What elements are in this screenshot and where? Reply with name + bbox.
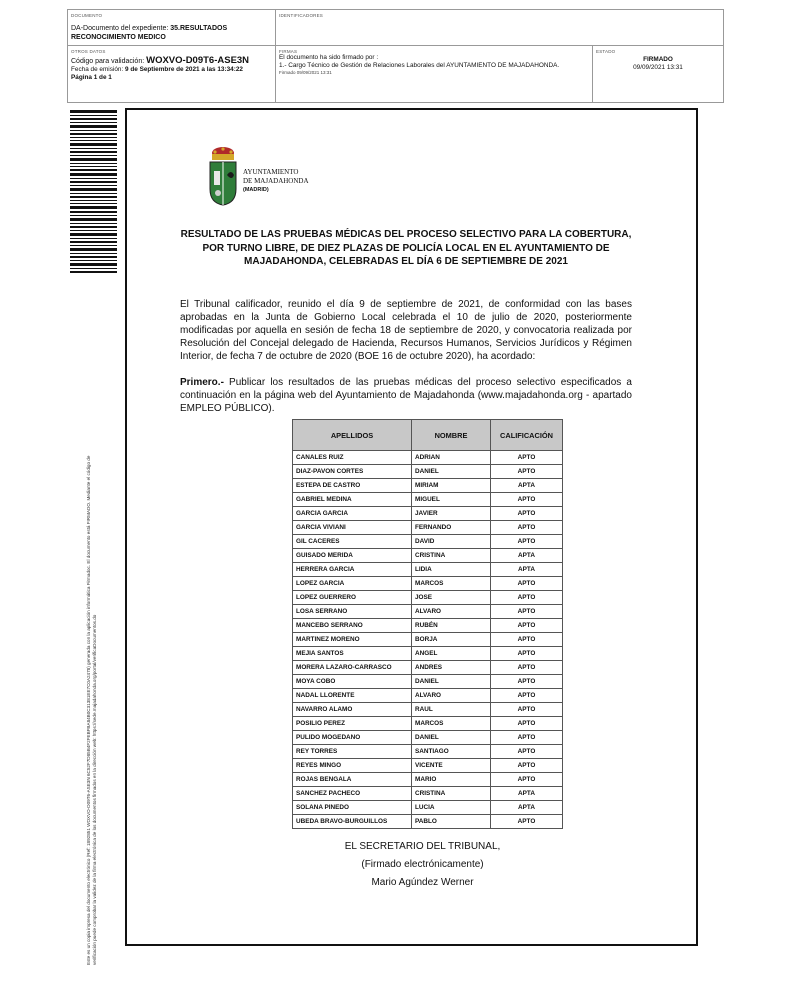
- cell-apellidos: SANCHEZ PACHECO: [293, 787, 412, 801]
- table-row: [293, 605, 563, 619]
- cell-calificacion: APTO: [491, 451, 563, 465]
- cell-nombre: JAVIER: [412, 507, 491, 521]
- cell-calificacion: APTO: [491, 591, 563, 605]
- table-row: [293, 591, 563, 605]
- cell-calificacion: APTO: [491, 759, 563, 773]
- identificadores-cell: [276, 10, 723, 46]
- cell-calificacion: APTO: [491, 507, 563, 521]
- cell-nombre: PABLO: [412, 815, 491, 829]
- emission-date: Fecha de emisión: 9 de Septiembre de 2021 a las 13:34:22: [71, 66, 243, 73]
- cell-calificacion: APTA: [491, 549, 563, 563]
- table-row: [293, 703, 563, 717]
- cell-calificacion: APTO: [491, 675, 563, 689]
- cell-nombre: JOSE: [412, 591, 491, 605]
- cell-nombre: RUBÉN: [412, 619, 491, 633]
- table-row: [293, 647, 563, 661]
- cell-apellidos: MANCEBO SERRANO: [293, 619, 412, 633]
- table-row: [293, 535, 563, 549]
- table-row: [293, 577, 563, 591]
- cell-apellidos: NAVARRO ALAMO: [293, 703, 412, 717]
- cell-nombre: FERNANDO: [412, 521, 491, 535]
- cell-apellidos: UBEDA BRAVO-BURGUILLOS: [293, 815, 412, 829]
- table-row: [293, 507, 563, 521]
- signature-title: EL SECRETARIO DEL TRIBUNAL,: [344, 841, 501, 852]
- cell-apellidos: PULIDO MOGEDANO: [293, 731, 412, 745]
- cell-calificacion: APTO: [491, 465, 563, 479]
- cell-apellidos: GUISADO MERIDA: [293, 549, 412, 563]
- cell-nombre: BORJA: [412, 633, 491, 647]
- cell-nombre: DAVID: [412, 535, 491, 549]
- table-row: [293, 815, 563, 829]
- cell-apellidos: NADAL LLORENTE: [293, 689, 412, 703]
- document-header: [67, 9, 724, 103]
- table-row: [293, 745, 563, 759]
- table-row: [293, 563, 563, 577]
- estado-caption: ESTADO: [596, 49, 616, 54]
- cell-nombre: ANDRES: [412, 661, 491, 675]
- cell-calificacion: APTO: [491, 493, 563, 507]
- signature-status: (Firmado electrónicamente): [361, 859, 484, 870]
- cell-nombre: MARCOS: [412, 717, 491, 731]
- cell-calificacion: APTA: [491, 801, 563, 815]
- cell-apellidos: POSILIO PEREZ: [293, 717, 412, 731]
- coat-of-arms-icon: [205, 145, 241, 207]
- table-header-row: [293, 420, 563, 451]
- barcode: [70, 110, 117, 275]
- intro-paragraph: El Tribunal calificador, reunido el día 9 de septiembre de 2021, de conformidad con las bases aprobadas en la Junta de Gobierno Local celebrada el 10 de julio de 2020, posteriormente modificadas por aquella en sesión de fecha 18 de septiembre de 2020, y convocatoria realizada por Resolución del Concejal delegado de Hacienda, Recursos Humanos, Servicios Jurídicos y Régimen Interior, de fecha 7 de octubre de 2020 (BOE 16 de octubre 2020), ha acordado:: [180, 299, 632, 362]
- table-row: [293, 801, 563, 815]
- firmas-line1: El documento ha sido firmado por :: [279, 54, 379, 61]
- primero-paragraph: Primero.- Publicar los resultados de las pruebas médicas del proceso selectivo especificados a continuación en la página web del Ayuntamiento de Majadahonda (www.majadahonda.org - apartado EMPLEO PÚBLICO).: [180, 377, 632, 414]
- header-apellidos: APELLIDOS: [293, 420, 412, 451]
- cell-calificacion: APTO: [491, 535, 563, 549]
- cell-calificacion: APTO: [491, 661, 563, 675]
- cell-apellidos: SOLANA PINEDO: [293, 801, 412, 815]
- cell-calificacion: APTO: [491, 815, 563, 829]
- cell-apellidos: REYES MINGO: [293, 759, 412, 773]
- cell-nombre: VICENTE: [412, 759, 491, 773]
- cell-apellidos: ESTEPA DE CASTRO: [293, 479, 412, 493]
- cell-nombre: MARCOS: [412, 577, 491, 591]
- cell-apellidos: LOPEZ GARCIA: [293, 577, 412, 591]
- cell-nombre: DANIEL: [412, 731, 491, 745]
- header-calificacion: CALIFICACIÓN: [491, 420, 563, 451]
- table-row: [293, 479, 563, 493]
- cell-calificacion: APTO: [491, 521, 563, 535]
- cell-nombre: LIDIA: [412, 563, 491, 577]
- estado-date: 09/09/2021 13:31: [633, 64, 683, 71]
- documento-description: DA-Documento del expediente: 35.RESULTADOS RECONOCIMIENTO MEDICO: [71, 25, 228, 41]
- cell-nombre: ADRIAN: [412, 451, 491, 465]
- results-table: [292, 419, 563, 829]
- cell-nombre: DANIEL: [412, 465, 491, 479]
- cell-nombre: ANGEL: [412, 647, 491, 661]
- cell-calificacion: APTO: [491, 633, 563, 647]
- table-row: [293, 773, 563, 787]
- cell-nombre: ALVARO: [412, 605, 491, 619]
- cell-nombre: MARIO: [412, 773, 491, 787]
- table-row: [293, 619, 563, 633]
- cell-calificacion: APTA: [491, 787, 563, 801]
- cell-nombre: DANIEL: [412, 675, 491, 689]
- cell-calificacion: APTO: [491, 619, 563, 633]
- page-number: Página 1 de 1: [71, 74, 112, 81]
- cell-calificacion: APTO: [491, 647, 563, 661]
- estado-cell: [593, 46, 723, 102]
- cell-nombre: ALVARO: [412, 689, 491, 703]
- cell-apellidos: REY TORRES: [293, 745, 412, 759]
- firmas-caption: FIRMAS: [279, 49, 298, 54]
- table-row: [293, 661, 563, 675]
- table-row: [293, 465, 563, 479]
- cell-apellidos: MARTINEZ MORENO: [293, 633, 412, 647]
- signature-name: Mario Agúndez Werner: [371, 877, 474, 888]
- table-row: [293, 633, 563, 647]
- cell-apellidos: DIAZ-PAVON CORTES: [293, 465, 412, 479]
- cell-calificacion: APTO: [491, 703, 563, 717]
- firmas-line3: Firmado 09/09/2021 13:31: [279, 70, 332, 75]
- table-row: [293, 787, 563, 801]
- table-row: [293, 521, 563, 535]
- cell-apellidos: MEJIA SANTOS: [293, 647, 412, 661]
- header-nombre: NOMBRE: [412, 420, 491, 451]
- cell-nombre: RAUL: [412, 703, 491, 717]
- cell-nombre: CRISTINA: [412, 787, 491, 801]
- cell-apellidos: CANALES RUIZ: [293, 451, 412, 465]
- table-row: [293, 717, 563, 731]
- logo-text: AYUNTAMIENTO DE MAJADAHONDA (MADRID): [243, 168, 309, 193]
- cell-calificacion: APTO: [491, 689, 563, 703]
- estado-value: FIRMADO: [643, 56, 673, 63]
- cell-calificacion: APTO: [491, 717, 563, 731]
- cell-apellidos: HERRERA GARCIA: [293, 563, 412, 577]
- cell-apellidos: GIL CACERES: [293, 535, 412, 549]
- cell-calificacion: APTO: [491, 731, 563, 745]
- identificadores-caption: IDENTIFICADORES: [279, 13, 324, 18]
- cell-calificacion: APTA: [491, 479, 563, 493]
- table-row: [293, 451, 563, 465]
- cell-nombre: MIGUEL: [412, 493, 491, 507]
- cell-apellidos: LOSA SERRANO: [293, 605, 412, 619]
- cell-calificacion: APTO: [491, 773, 563, 787]
- cell-apellidos: GABRIEL MEDINA: [293, 493, 412, 507]
- cell-nombre: SANTIAGO: [412, 745, 491, 759]
- document-title: RESULTADO DE LAS PRUEBAS MÉDICAS DEL PROCESO SELECTIVO PARA LA COBERTURA, POR TURNO LIBRE, DE DIEZ PLAZAS DE POLICÍA LOCAL EN EL AYUNTAMIENTO DE MAJADAHONDA, CELEBRADAS EL DÍA 6 DE SEPTIEMBRE DE 2021: [180, 229, 632, 267]
- table-row: [293, 493, 563, 507]
- cell-calificacion: APTO: [491, 577, 563, 591]
- table-row: [293, 675, 563, 689]
- cell-nombre: MIRIAM: [412, 479, 491, 493]
- table-row: [293, 549, 563, 563]
- documento-cell: [68, 10, 276, 46]
- cell-nombre: CRISTINA: [412, 549, 491, 563]
- cell-calificacion: APTA: [491, 563, 563, 577]
- validation-code: Código para validación: WOXVO-D09T6-ASE3N: [71, 55, 250, 66]
- verification-side-text: Este es un copia impresa del documento electrónico (Ref: 1892851 WOXVO-D09T6-ASE3N 6C52F7D85B4F2FEBFBA84B0C31381EE7C0A2478) generada con la aplicación informática Firmadoc. El documento está FIRMADO. Mediante el código de verificación puede comprobar la validez de la firma electrónica de los documentos firmados en la dirección web: https://sede.majadahonda.org/portal/verificaDocumentos.do: [86, 455, 97, 965]
- cell-apellidos: LOPEZ GUERRERO: [293, 591, 412, 605]
- cell-apellidos: MOYA COBO: [293, 675, 412, 689]
- table-row: [293, 731, 563, 745]
- cell-nombre: LUCIA: [412, 801, 491, 815]
- cell-apellidos: GARCIA VIVIANI: [293, 521, 412, 535]
- cell-apellidos: GARCIA GARCIA: [293, 507, 412, 521]
- firmas-cell: [276, 46, 593, 102]
- cell-apellidos: MORERA LAZARO-CARRASCO: [293, 661, 412, 675]
- cell-calificacion: APTO: [491, 745, 563, 759]
- documento-caption: DOCUMENTO: [71, 13, 103, 18]
- otros-datos-cell: [68, 46, 276, 102]
- cell-apellidos: ROJAS BENGALA: [293, 773, 412, 787]
- cell-calificacion: APTO: [491, 605, 563, 619]
- table-row: [293, 759, 563, 773]
- table-row: [293, 689, 563, 703]
- otros-datos-caption: OTROS DATOS: [71, 49, 106, 54]
- firmas-line2: 1.- Cargo Técnico de Gestión de Relaciones Laborales del AYUNTAMIENTO DE MAJADAHONDA.: [279, 62, 560, 69]
